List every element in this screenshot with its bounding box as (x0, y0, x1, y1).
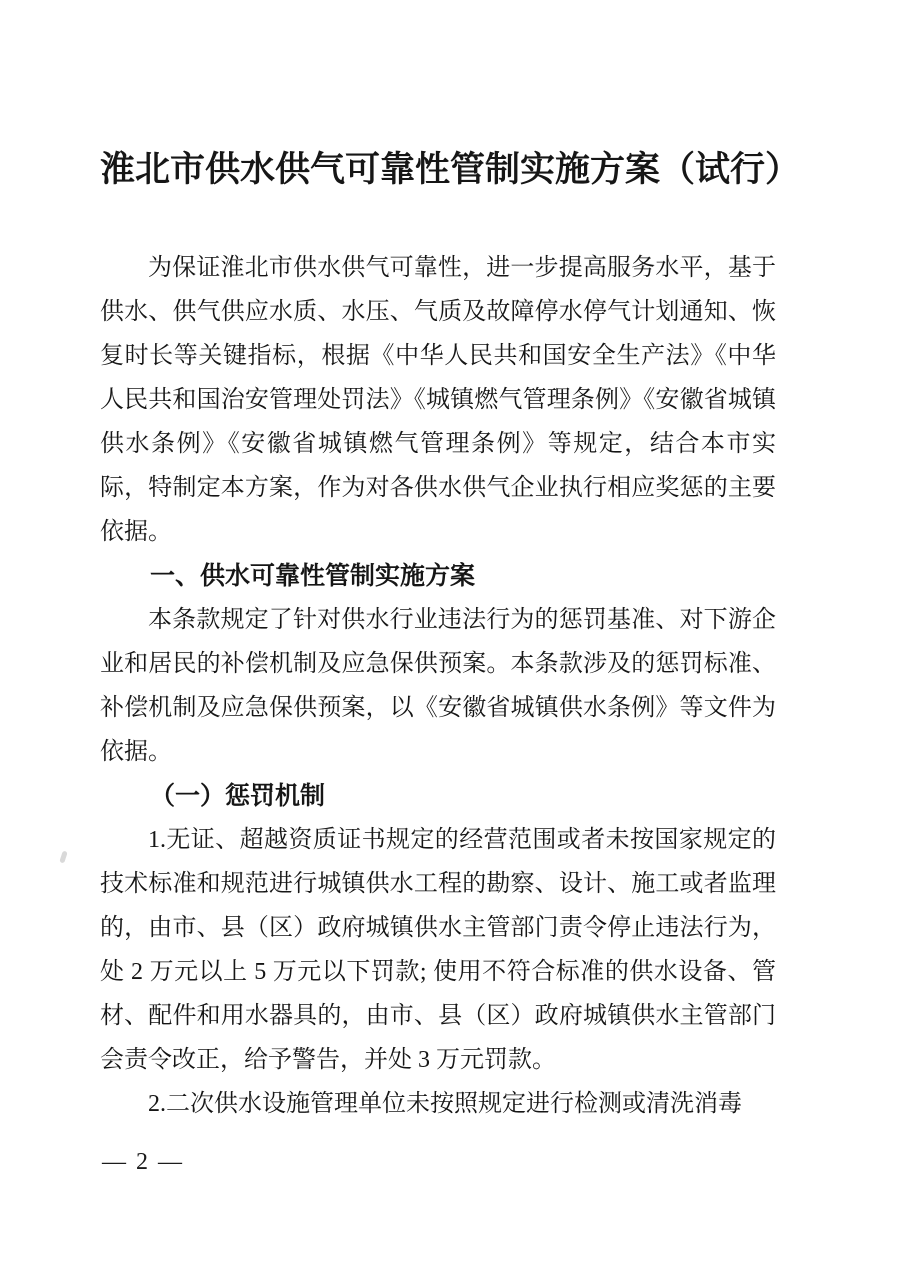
page-number: — 2 — (102, 1149, 184, 1175)
punishment-item-2: 2.二次供水设施管理单位未按照规定进行检测或清洗消毒 (148, 1091, 742, 1117)
document-title: 淮北市供水供气可靠性管制实施方案（试行） (99, 150, 800, 189)
document-body (100, 246, 776, 1126)
intro-paragraph: 为保证淮北市供水供气可靠性，进一步提高服务水平，基于供水、供气供应水质、水压、气质及故障停水停气计划通知、恢复时长等关键指标，根据《中华人民共和国安全生产法》《中华人民共和国治安管理处罚法》《城镇燃气管理条例》《安徽省城镇供水条例》《安徽省城镇燃气管理条例》等规定，结合本市实际，特制定本方案，作为对各供水供气企业执行相应奖惩的主要依据。 (100, 255, 776, 545)
subsection-heading-punishment-mechanism: （一）惩罚机制 (150, 782, 326, 810)
section-heading-water-reliability: 一、供水可靠性管制实施方案 (150, 562, 476, 590)
punishment-item-1: 1.无证、超越资质证书规定的经营范围或者未按国家规定的技术标准和规范进行城镇供水工程的勘察、设计、施工或者监理的，由市、县（区）政府城镇供水主管部门责令停止违法行为，处 2 万元以上 5 万元以下罚款; 使用不符合标准的供水设备、管材、配件和用水器具的，由市、县（区）政府城镇供水主管部门会责令改正，给予警告，并处 3 万元罚款。 (100, 827, 776, 1073)
section-overview-paragraph: 本条款规定了针对供水行业违法行为的惩罚基准、对下游企业和居民的补偿机制及应急保供预案。本条款涉及的惩罚标准、补偿机制及应急保供预案，以《安徽省城镇供水条例》等文件为依据。 (100, 607, 776, 765)
scan-artifact-speck (59, 851, 67, 864)
